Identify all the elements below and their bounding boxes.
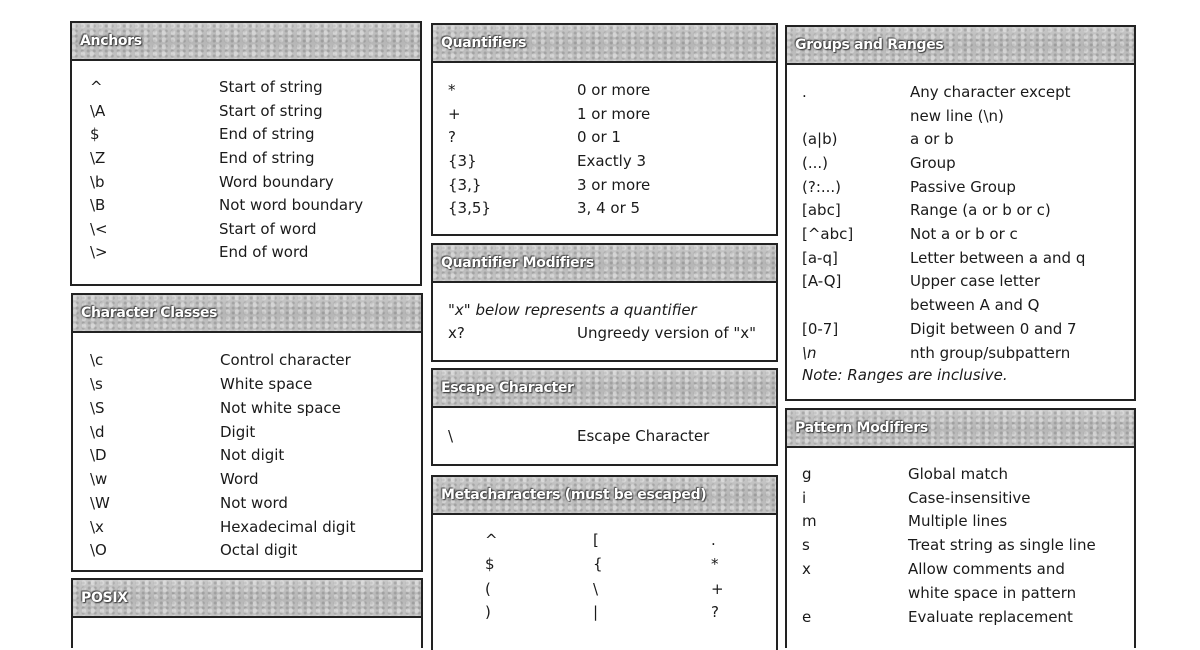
pattern-modifiers-panel (785, 408, 1136, 648)
metachar: { (593, 555, 603, 573)
description: Not digit (220, 446, 285, 464)
pattern-modifiers-title: Pattern Modifiers (795, 420, 928, 436)
token: + (448, 105, 461, 123)
ranges-note: Note: Ranges are inclusive. (802, 366, 1008, 384)
token: \w (90, 470, 108, 488)
token: s (802, 536, 810, 554)
token: i (802, 489, 807, 507)
description: End of string (219, 125, 315, 143)
metachar: ( (485, 580, 491, 598)
description: Digit (220, 423, 256, 441)
token: ? (448, 128, 456, 146)
token: x (802, 560, 811, 578)
quantifiers-title: Quantifiers (441, 35, 527, 51)
description: 1 or more (577, 105, 651, 123)
token: (?:...) (802, 178, 842, 196)
token: . (802, 83, 807, 101)
description: Word boundary (219, 173, 334, 191)
token: g (802, 465, 812, 483)
description: 0 or 1 (577, 128, 621, 146)
token: \c (90, 351, 104, 369)
description: White space (220, 375, 313, 393)
character-classes-title: Character Classes (81, 305, 218, 321)
description: Letter between a and q (910, 249, 1086, 267)
description: Octal digit (220, 541, 298, 559)
token: \ (448, 427, 454, 445)
token: [^abc] (802, 225, 854, 243)
metacharacters-title: Metacharacters (must be escaped) (441, 487, 707, 503)
anchors-header (72, 23, 420, 61)
description: 3, 4 or 5 (577, 199, 641, 217)
character-classes-header (73, 295, 421, 333)
description: Start of string (219, 102, 323, 120)
groups-and-ranges-header (787, 27, 1134, 65)
character-classes-panel (71, 293, 423, 572)
quantifier-modifiers-title: Quantifier Modifiers (441, 255, 594, 271)
token: [0-7] (802, 320, 839, 338)
metachar: ? (711, 603, 719, 621)
description: Not a or b or c (910, 225, 1018, 243)
token: (a|b) (802, 130, 838, 148)
token: [abc] (802, 201, 841, 219)
description: between A and Q (910, 296, 1040, 314)
quantifier-modifiers-header (433, 245, 776, 283)
token: \x (90, 518, 104, 536)
metachar: + (711, 580, 724, 598)
metachar: | (593, 603, 599, 621)
posix-title: POSIX (81, 590, 128, 606)
description: Passive Group (910, 178, 1016, 196)
description: 3 or more (577, 176, 651, 194)
token: {3} (448, 152, 477, 170)
description: white space in pattern (908, 584, 1077, 602)
token: [a-q] (802, 249, 838, 267)
metachar: * (711, 555, 719, 573)
description: Upper case letter (910, 272, 1040, 290)
token: \O (90, 541, 107, 559)
description: Word (220, 470, 259, 488)
description: new line (\n) (910, 107, 1004, 125)
token: \Z (90, 149, 106, 167)
token: $ (90, 125, 100, 143)
posix-header (73, 580, 421, 618)
token: \> (90, 243, 108, 261)
description: Case-insensitive (908, 489, 1031, 507)
description: Exactly 3 (577, 152, 647, 170)
description: nth group/subpattern (910, 344, 1071, 362)
groups-and-ranges-title: Groups and Ranges (795, 37, 944, 53)
description: Evaluate replacement (908, 608, 1073, 626)
description: Treat string as single line (908, 536, 1096, 554)
quantifier-modifiers-panel (431, 243, 778, 362)
token: \b (90, 173, 105, 191)
metacharacters-header (433, 477, 776, 515)
description: Any character except (910, 83, 1071, 101)
description: Allow comments and (908, 560, 1065, 578)
token: \D (90, 446, 107, 464)
description: Escape Character (577, 427, 710, 445)
description: Group (910, 154, 956, 172)
token: \A (90, 102, 106, 120)
token: x? (448, 324, 465, 342)
metachar: . (711, 531, 716, 549)
description: Start of string (219, 78, 323, 96)
metachar: [ (593, 531, 599, 549)
groups-and-ranges-panel (785, 25, 1136, 401)
token: \S (90, 399, 105, 417)
token: [A-Q] (802, 272, 842, 290)
description: End of word (219, 243, 309, 261)
description: Start of word (219, 220, 317, 238)
token: {3,5} (448, 199, 491, 217)
token: \W (90, 494, 110, 512)
description: a or b (910, 130, 954, 148)
anchors-title: Anchors (80, 33, 142, 49)
token: \d (90, 423, 105, 441)
token: m (802, 512, 817, 530)
token: \s (90, 375, 103, 393)
token: (...) (802, 154, 829, 172)
metachar: $ (485, 555, 495, 573)
token: \B (90, 196, 106, 214)
escape-character-title: Escape Character (441, 380, 574, 396)
description: Not white space (220, 399, 341, 417)
token: ^ (90, 78, 103, 96)
description: Control character (220, 351, 351, 369)
metachar: ^ (485, 531, 498, 549)
metacharacters-panel (431, 475, 778, 650)
description: Digit between 0 and 7 (910, 320, 1077, 338)
escape-character-header (433, 370, 776, 408)
token: * (448, 81, 456, 99)
pattern-modifiers-header (787, 410, 1134, 448)
posix-panel (71, 578, 423, 648)
anchors-panel (70, 21, 422, 286)
description: Not word (220, 494, 288, 512)
metachar: \ (593, 580, 599, 598)
quantifiers-header (433, 25, 776, 63)
description: Multiple lines (908, 512, 1008, 530)
description: Global match (908, 465, 1009, 483)
description: Range (a or b or c) (910, 201, 1051, 219)
description: Ungreedy version of "x" (577, 324, 757, 342)
quantifiers-panel (431, 23, 778, 236)
token: \< (90, 220, 108, 238)
token: \n (802, 344, 817, 362)
token: {3,} (448, 176, 482, 194)
quantifier-note: "x" below represents a quantifier (448, 301, 697, 319)
escape-character-panel (431, 368, 778, 466)
token: e (802, 608, 812, 626)
description: End of string (219, 149, 315, 167)
metachar: ) (485, 603, 491, 621)
description: Not word boundary (219, 196, 364, 214)
description: Hexadecimal digit (220, 518, 356, 536)
description: 0 or more (577, 81, 651, 99)
